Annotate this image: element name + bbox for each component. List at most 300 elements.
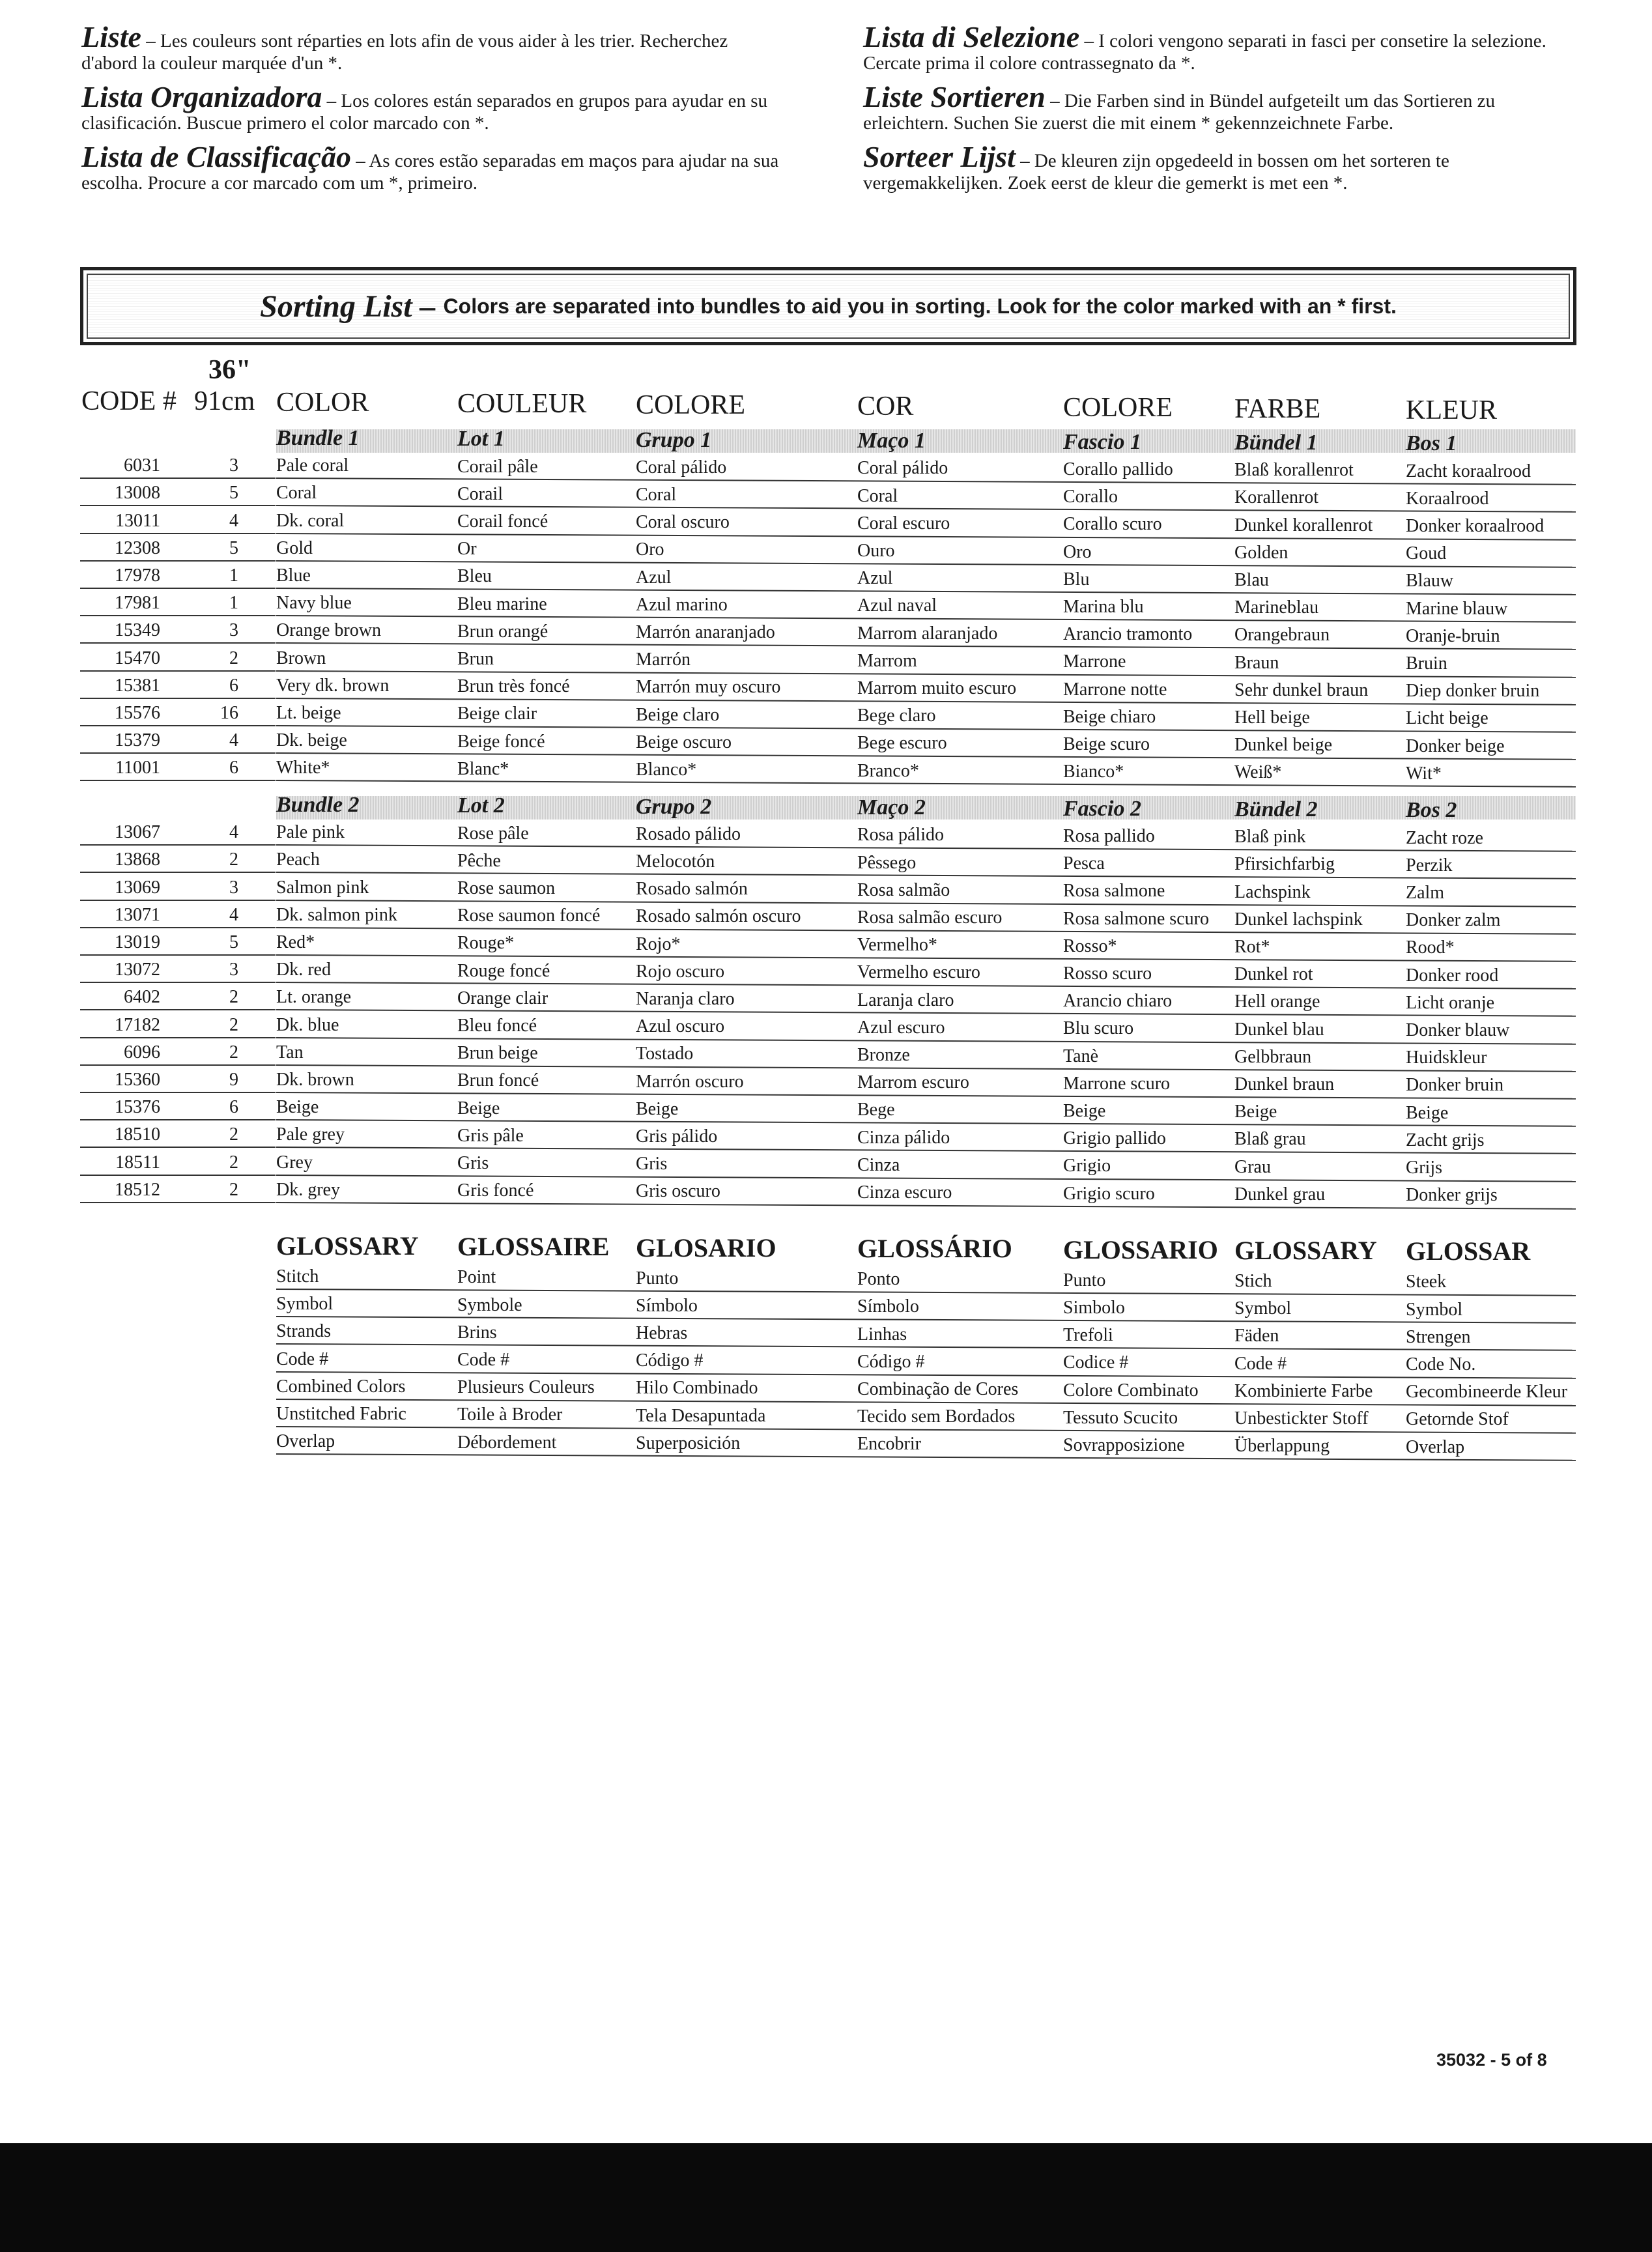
color-cell: Beige claro [636,704,720,725]
color-cell: 5 [229,483,238,504]
code-header: CODE # [81,386,177,416]
color-cell: Goud [1406,543,1447,564]
color-cell: Laranja claro [857,990,954,1010]
color-cell: 15379 [115,730,160,751]
color-cell: Very dk. brown [276,675,390,696]
glossary-cell: Überlappung [1234,1436,1330,1457]
color-cell: Weiß* [1234,762,1282,783]
glossary-cell: Combined Colors [276,1376,406,1397]
color-cell: 13067 [115,822,160,843]
color-cell: Dk. coral [276,510,345,531]
color-cell: Marrón muy oscuro [636,677,781,698]
color-cell: 2 [229,1124,238,1145]
color-cell: Bleu foncé [457,1015,537,1036]
color-cell: Melocotón [636,851,715,872]
color-cell: Marrone scuro [1063,1073,1171,1094]
color-cell: Gris pâle [457,1125,524,1146]
color-cell: 6096 [124,1042,160,1062]
row-rule [80,780,276,781]
glossary-cell: Código # [857,1351,925,1372]
color-cell: Bege [857,1100,895,1120]
color-header-pt: COR [857,392,914,421]
color-cell: Corallo scuro [1063,514,1162,535]
color-cell: 9 [229,1070,238,1090]
color-cell: Licht beige [1406,708,1488,729]
color-cell: Azul oscuro [636,1016,725,1037]
color-cell: Dk. beige [276,730,347,751]
row-rule [80,1119,276,1120]
color-cell: Rosa pallido [1063,825,1155,846]
bundle-label: Lot 2 [457,793,505,818]
color-cell: Orange clair [457,988,548,1008]
color-cell: Brun beige [457,1043,538,1064]
color-cell: Donker koraalrood [1406,515,1545,536]
color-cell: 5 [229,932,238,952]
glossary-cell: Ponto [857,1269,900,1290]
row-rule [80,505,276,506]
color-cell: Beige chiaro [1063,706,1156,727]
color-cell: 2 [229,849,238,870]
color-cell: Marrom alaranjado [857,623,998,644]
intro-text: – Die Farben sind in Bündel aufgeteilt um das Sortieren zu erleichtern. Suchen Sie zuerst die mit einem * gekennzeichnete Farbe. [863,91,1496,134]
color-cell: Marrom muito escuro [857,678,1017,699]
color-header-es: COLORE [636,390,745,420]
row-rule [80,588,276,589]
color-cell: Bianco* [1063,762,1124,782]
color-cell: Corail pâle [457,456,538,477]
color-cell: Corallo pallido [1063,459,1173,479]
color-cell: Oro [636,539,664,560]
color-cell: Dk. blue [276,1014,339,1035]
color-cell: Wit* [1406,763,1442,784]
color-cell: Gris oscuro [636,1181,720,1202]
color-cell: 2 [229,987,238,1008]
glossary-header: GLOSSAR [1406,1236,1531,1266]
glossary-cell: Symbol [1234,1298,1292,1319]
glossary-cell: Unbestickter Stoff [1234,1408,1369,1429]
color-cell: Rojo oscuro [636,961,725,982]
color-cell: Blau [1234,570,1269,591]
glossary-cell: Punto [636,1268,679,1289]
intro-paragraph [81,80,785,134]
color-cell: Rosa salmão [857,879,950,900]
scan-dark-edge [0,2143,1652,2252]
color-cell: Marrón [636,649,691,670]
color-cell: 15576 [115,703,160,723]
color-cell: Huidskleur [1406,1048,1487,1068]
length-cm-header: 91cm [194,386,255,416]
color-cell: 17182 [115,1014,160,1035]
color-cell: Marrom escuro [857,1072,969,1093]
color-cell: Orangebraun [1234,625,1330,646]
glossary-header: GLOSARIO [636,1233,776,1262]
intro-text: – Los colores están separados en grupos para ayudar en su clasificación. Buscue primero el color marcado con *. [81,91,768,134]
glossary-header: GLOSSÁRIO [857,1234,1012,1264]
color-cell: 4 [229,730,238,751]
color-cell: Rosa pálido [857,825,944,846]
glossary-cell: Steek [1406,1272,1447,1292]
color-cell: 13008 [115,483,160,504]
glossary-cell: Linhas [857,1324,907,1345]
color-cell: 2 [229,1042,238,1062]
color-cell: Koraalrood [1406,488,1489,509]
bundle-label: Grupo 2 [636,794,712,819]
bundle-label: Bundle 2 [276,793,360,817]
glossary-cell: Overlap [1406,1436,1465,1457]
color-cell: Dunkel blau [1234,1019,1324,1040]
intro-text: – De kleuren zijn opgedeeld in bossen om het sorteren te vergemakkelijken. Zoek eerst de kleur die gemerkt is met een *. [863,150,1449,193]
color-cell: Azul [636,567,672,588]
glossary-header: GLOSSARIO [1063,1234,1218,1264]
color-cell: 15376 [115,1097,160,1118]
row-rule [80,477,276,479]
color-cell: Golden [1234,542,1289,563]
color-cell: Tan [276,1042,304,1062]
color-cell: Gold [276,537,313,558]
glossary-cell: Colore Combinato [1063,1380,1199,1401]
color-cell: Azul marino [636,594,728,615]
glossary-cell: Hilo Combinado [636,1378,758,1399]
color-cell: Bruin [1406,653,1447,674]
color-cell: Marrón oscuro [636,1071,744,1092]
glossary-cell: Fäden [1234,1326,1279,1347]
color-cell: Naranja claro [636,989,735,1010]
color-cell: Cinza [857,1154,900,1175]
color-cell: Rosso* [1063,935,1117,956]
intro-label: Liste Sortieren [863,80,1046,113]
intro-paragraph [863,140,1580,194]
color-cell: 2 [229,1179,238,1200]
color-cell: Beige clair [457,704,537,724]
color-cell: Coral [857,485,898,506]
intro-paragraph [863,20,1580,74]
glossary-cell: Hebras [636,1323,688,1344]
row-rule [80,642,276,644]
color-cell: 15470 [115,648,160,668]
color-cell: Coral [636,485,677,506]
color-cell: Gris [636,1154,668,1175]
color-cell: Zacht grijs [1406,1130,1485,1150]
color-cell: Cinza escuro [857,1182,952,1203]
sorting-list-text: Colors are separated into bundles to aid you in sorting. Look for the color marked with an * first. [443,294,1397,318]
glossary-cell: Unstitched Fabric [276,1404,406,1424]
color-cell: Corail foncé [457,511,548,532]
glossary-cell: Code # [457,1349,510,1370]
bundle-label: Maço 2 [857,795,926,820]
color-cell: 15360 [115,1070,160,1090]
row-rule [80,752,276,754]
color-cell: 2 [229,1152,238,1173]
color-cell: Zacht koraalrood [1406,461,1531,481]
row-rule [80,900,276,901]
color-cell: Marrone notte [1063,679,1167,700]
color-cell: Blaß pink [1234,827,1306,848]
color-cell: Dunkel lachspink [1234,909,1363,930]
color-cell: 4 [229,822,238,843]
color-cell: Dunkel grau [1234,1184,1326,1204]
color-cell: Brun orangé [457,621,548,642]
color-cell: 12308 [115,537,160,558]
color-cell: Sehr dunkel braun [1234,679,1369,700]
color-cell: Grigio scuro [1063,1183,1155,1204]
bundle-label: Bündel 1 [1234,431,1318,455]
color-cell: Gris [457,1152,489,1173]
color-cell: Zalm [1406,882,1445,903]
color-cell: 18510 [115,1124,160,1145]
intro-right [863,20,1580,206]
glossary-header: GLOSSARY [276,1231,419,1261]
color-cell: 4 [229,510,238,531]
color-cell: 13019 [115,932,160,952]
color-cell: 16 [220,703,238,723]
color-cell: Gris foncé [457,1180,534,1201]
color-cell: Oro [1063,541,1092,562]
color-cell: Grigio pallido [1063,1128,1166,1149]
row-rule [80,533,276,534]
color-cell: Rosa salmone [1063,881,1165,902]
color-cell: Donker bruin [1406,1075,1504,1096]
color-cell: 3 [229,455,238,476]
row-rule [80,1037,276,1038]
row-rule [80,1175,276,1176]
color-cell: Coral pálido [636,457,727,477]
color-cell: Navy blue [276,593,352,614]
color-cell: Dk. salmon pink [276,904,397,925]
glossary-header: GLOSSARY [1234,1236,1377,1266]
color-cell: Orange brown [276,620,381,641]
color-cell: Ouro [857,541,895,562]
color-cell: 2 [229,1014,238,1035]
glossary-cell: Kombinierte Farbe [1234,1380,1373,1401]
bundle-label: Fascio 2 [1063,796,1141,821]
color-cell: Blaß korallenrot [1234,460,1354,481]
glossary-cell: Point [457,1267,496,1288]
color-cell: 1 [229,593,238,614]
color-cell: Dk. brown [276,1070,354,1090]
glossary-cell: Brins [457,1322,497,1343]
color-header-fr: COULEUR [457,389,587,419]
color-cell: Braun [1234,652,1279,673]
color-cell: 5 [229,537,238,558]
glossary-cell: Symbol [1406,1299,1463,1320]
color-cell: 15349 [115,620,160,641]
color-cell: Beige oscuro [636,732,732,752]
sorting-list-box [80,267,1576,345]
glossary-cell: Code No. [1406,1354,1476,1375]
color-cell: Rood* [1406,937,1455,958]
color-cell: Donker rood [1406,965,1499,986]
color-cell: Azul escuro [857,1017,945,1038]
color-cell: 3 [229,877,238,898]
color-cell: Marine blauw [1406,598,1508,619]
color-cell: Salmon pink [276,877,369,898]
intro-text: – Les couleurs sont réparties en lots afin de vous aider à les trier. Recherchez d'abord la couleur marquée d'un *. [81,31,728,74]
intro-label: Lista di Selezione [863,20,1080,53]
bundle-label: Lot 1 [457,427,505,451]
color-cell: Coral oscuro [636,512,730,533]
glossary-cell: Símbolo [636,1295,698,1316]
color-cell: Brun [457,648,494,669]
intro-label: Lista Organizadora [81,80,322,113]
glossary-rule [276,1453,1576,1461]
row-rule [80,1202,276,1203]
bundle-label: Grupo 1 [636,427,712,452]
color-cell: 13069 [115,877,160,898]
color-cell: Bleu [457,566,492,587]
color-cell: Blu [1063,569,1090,590]
color-cell: 6 [229,675,238,696]
color-cell: Blu scuro [1063,1018,1134,1039]
color-cell: Diep donker bruin [1406,681,1540,702]
row-rule [80,725,276,726]
row-rule [80,927,276,928]
intro-label: Liste [81,20,141,53]
glossary-cell: Tecido sem Bordados [857,1406,1016,1427]
color-cell: 13868 [115,849,160,870]
intro-label: Lista de Classificação [81,140,351,173]
color-cell: Tanè [1063,1046,1099,1066]
color-cell: Rose saumon foncé [457,905,601,926]
row-rule [80,670,276,672]
row-rule [80,560,276,562]
color-cell: Gelbbraun [1234,1046,1312,1067]
color-cell: Bronze [857,1045,910,1066]
color-cell: Pêche [457,850,501,871]
glossary-cell: Strengen [1406,1326,1471,1347]
length-inches-header: 36" [208,355,251,385]
color-cell: 6402 [124,987,160,1008]
glossary-cell: Símbolo [857,1296,919,1317]
bundle-label: Maço 1 [857,429,926,453]
color-cell: Blue [276,565,311,586]
color-cell: Brun foncé [457,1070,539,1091]
color-cell: Dk. grey [276,1179,340,1200]
color-cell: Rot* [1234,937,1270,958]
color-cell: 17981 [115,593,160,614]
color-cell: Rosado salmón oscuro [636,906,801,927]
intro-text: – I colori vengono separati in fasci per consetire la selezione. Cercate prima il colore contrassegnato da *. [863,31,1546,74]
color-cell: Rosa salmone scuro [1063,908,1209,929]
color-cell: 3 [229,960,238,980]
color-cell: Lt. orange [276,987,352,1008]
color-cell: Licht oranje [1406,992,1495,1013]
color-cell: Vermelho escuro [857,962,980,983]
color-cell: Grigio [1063,1156,1111,1176]
color-cell: Perzik [1406,855,1453,876]
bundle-label: Bos 2 [1406,798,1457,823]
glossary-cell: Sovrapposizione [1063,1434,1185,1455]
color-cell: Beige [636,1098,679,1119]
glossary-cell: Gecombineerde Kleur [1406,1382,1567,1403]
sorting-list-title: Sorting List – [260,289,436,324]
color-cell: 13071 [115,904,160,925]
glossary-cell: Superposición [636,1432,741,1453]
color-cell: 13011 [115,510,160,531]
row-rule [80,1009,276,1010]
color-cell: 1 [229,565,238,586]
color-cell: Rose pâle [457,823,529,844]
color-cell: 13072 [115,960,160,980]
color-cell: Beige [1234,1102,1277,1122]
row-rule [80,954,276,956]
glossary-cell: Stich [1234,1271,1272,1292]
glossary-cell: Plusieurs Couleurs [457,1377,595,1398]
color-cell: 18511 [115,1152,160,1173]
color-cell: Blanco* [636,760,697,780]
color-cell: Donker beige [1406,735,1505,756]
color-cell: Branco* [857,760,919,781]
color-cell: Brown [276,648,326,668]
color-cell: Coral pálido [857,458,948,479]
glossary-cell: Codice # [1063,1352,1129,1373]
color-cell: Rosado salmón [636,879,748,900]
bundle-label: Fascio 1 [1063,429,1141,454]
glossary-cell: Tela Desapuntada [636,1405,766,1426]
color-cell: Grey [276,1152,313,1173]
glossary-cell: Combinação de Cores [857,1379,1019,1400]
row-rule [80,982,276,983]
color-cell: Pesca [1063,853,1105,874]
color-header-nl: KLEUR [1406,395,1497,425]
color-cell: Zacht roze [1406,827,1483,848]
color-cell: Pale grey [276,1124,345,1145]
color-cell: Dunkel beige [1234,735,1333,756]
glossary-cell: Trefoli [1063,1325,1113,1346]
color-header-en: COLOR [276,388,369,418]
color-cell: 11001 [115,758,160,778]
color-cell: Dunkel braun [1234,1074,1335,1095]
color-cell: Coral [276,483,317,504]
color-cell: Pfirsichfarbig [1234,854,1335,875]
color-cell: Blauw [1406,571,1454,592]
glossary-cell: Stitch [276,1266,319,1287]
color-cell: Hell beige [1234,707,1310,728]
color-cell: 6031 [124,455,160,476]
glossary-cell: Tessuto Scucito [1063,1407,1178,1428]
color-cell: Red* [276,932,315,952]
intro-text: – As cores estão separadas em maços para ajudar na sua escolha. Procure a cor marcado com um *, primeiro. [81,150,779,193]
color-cell: Vermelho* [857,935,937,956]
color-cell: Beige [276,1097,319,1118]
color-cell: Corail [457,483,503,504]
color-cell: Beige [1063,1100,1106,1121]
intro-paragraph [81,20,785,74]
color-cell: Beige [457,1098,500,1119]
glossary-cell: Código # [636,1350,704,1371]
intro-paragraph [863,80,1580,134]
color-cell: 18512 [115,1179,160,1200]
color-cell: Grau [1234,1156,1271,1177]
color-cell: 6 [229,758,238,778]
row-rule [276,780,1576,788]
glossary-cell: Toile à Broder [457,1404,563,1425]
row-rule [80,1147,276,1148]
glossary-cell: Symbole [457,1294,522,1315]
bundle-label: Bündel 2 [1234,797,1318,822]
color-cell: Oranje-bruin [1406,625,1500,646]
row-rule [80,698,276,699]
glossary-header: GLOSSAIRE [457,1232,610,1262]
row-rule [80,872,276,873]
color-cell: 3 [229,620,238,641]
glossary-cell: Code # [1234,1353,1287,1374]
color-cell: Peach [276,849,320,870]
color-cell: Gris pálido [636,1126,718,1147]
color-cell: 2 [229,648,238,668]
color-cell: Rose saumon [457,877,556,898]
color-cell: Marina blu [1063,596,1144,617]
row-rule [80,1092,276,1093]
